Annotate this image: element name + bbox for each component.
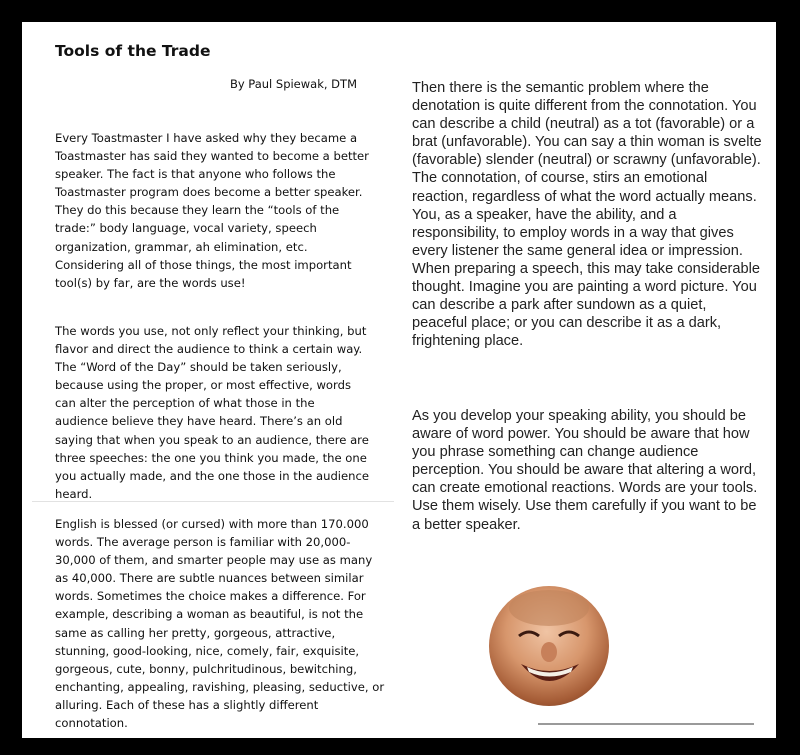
article-byline: By Paul Spiewak, DTM <box>229 77 357 91</box>
author-photo <box>489 586 609 706</box>
column-divider <box>32 501 394 502</box>
right-paragraph-2: As you develop your speaking ability, you should be aware of word power. You should be aware that how you phrase something can change audience perception. You should be aware that altering a word, can create emotional reactions. Words are your tools. Use them wisely. Use them carefully if you want to be a better speaker. <box>412 408 758 533</box>
left-paragraph-2: The words you use, not only reflect your thinking, but flavor and direct the audience to think a certain way. The “Word of the Day” should be taken seriously, because using the proper, or most effective, words can alter the perception of what those in the audience believe they have heard. There’s an old saying that when you speak to an audience, there are three speeches: the one you think you made, the one you actually made, and the one those in the audience heard. <box>55 324 370 501</box>
left-paragraph-3: English is blessed (or cursed) with more than 170.000 words. The average person is familiar with 20,000-30,000 of them, and smarter people may use as many as 40,000. There are subtle nuances between similar words. Sometimes the choice makes a difference. For example, describing a woman as beautiful, is not the same as calling her pretty, gorgeous, attractive, stunning, good-looking, nice, comely, fair, exquisite, gorgeous, cute, bonny, pulchritudinous, bewitching, enchanting, appealing, ravishing, pleasing, seductive, or alluring. Each of these has a slightly different connotation. <box>55 517 385 731</box>
bottom-rule <box>538 723 754 725</box>
right-paragraph-1: Then there is the semantic problem where the denotation is quite different from the connotation. You can describe a child (neutral) as a tot (favorable) or a brat (unfavorable). You can say a thin woman is svelte (favorable) slender (neutral) or scrawny (unfavorable). The connotation, of course, stirs an emotional reaction, regardless of what the word actually means. You, as a speaker, have the ability, and a responsibility, to employ words in a way that gives every listener the same general idea or impression. When preparing a speech, this may take considerable thought. Imagine you are painting a word picture. You can describe a park after sundown as a quiet, peaceful place; or you can describe it as a dark, frightening place. <box>412 80 762 350</box>
article-page <box>22 22 776 738</box>
author-portrait-icon <box>489 586 609 706</box>
left-paragraph-1: Every Toastmaster I have asked why they became a Toastmaster has said they wanted to become a better speaker. The fact is that anyone who follows the Toastmaster program does become a better speaker. They do this because they learn the “tools of the trade:” body language, vocal variety, speech organization, grammar, ah elimination, etc. Considering all of those things, the most important tool(s) by far, are the words use! <box>55 131 369 290</box>
article-title: Tools of the Trade <box>55 42 211 60</box>
